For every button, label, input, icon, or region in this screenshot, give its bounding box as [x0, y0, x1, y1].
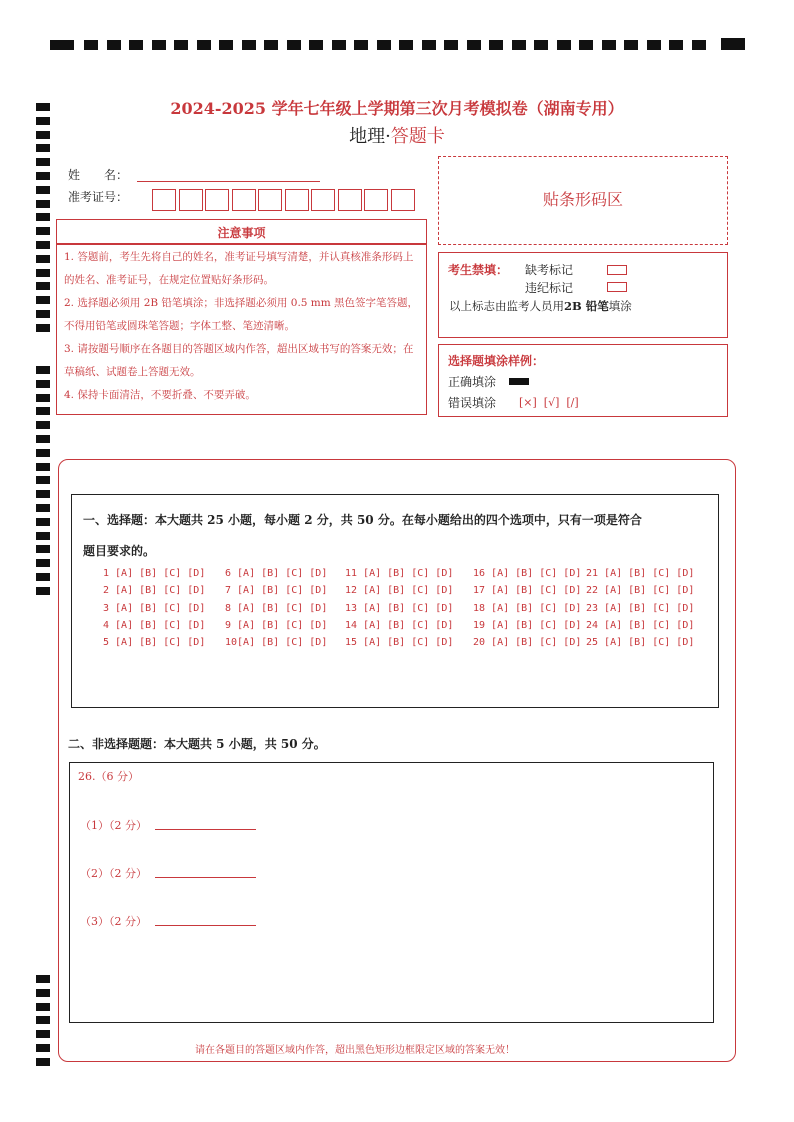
q26-label: 26.（6 分） — [78, 770, 139, 783]
forbidden-note — [449, 298, 632, 314]
q26-answer-line-3[interactable] — [155, 925, 256, 926]
timing-mark — [444, 40, 458, 50]
mcq-question-row[interactable]: 19 [A] [B] [C] [D] — [473, 619, 582, 631]
mcq-question-row[interactable]: 20 [A] [B] [C] [D] — [473, 637, 582, 649]
forbidden-title: 考生禁填： — [448, 263, 509, 277]
timing-mark — [354, 40, 368, 50]
notice-item: 2. 选择题必须用 2B 铅笔填涂；非选择题必须用 0.5 mm 黑色签字笔答题，不得用铅笔或圆珠笔答题；字体工整、笔迹清晰。 — [64, 297, 419, 332]
wrong-marks: [×] [√] [/] — [519, 396, 579, 409]
exam-id-digit-box[interactable] — [338, 189, 362, 211]
exam-id-digit-box[interactable] — [364, 189, 388, 211]
exam-id-digit-box[interactable] — [258, 189, 282, 211]
timing-mark — [36, 989, 50, 997]
q26-box — [69, 762, 714, 1023]
timing-mark — [36, 1003, 50, 1011]
timing-mark — [36, 463, 50, 471]
forbidden-note-pencil: 2B 铅笔 — [564, 299, 609, 313]
timing-mark — [36, 975, 50, 983]
timing-mark — [36, 255, 50, 263]
mcq-question-row[interactable]: 17 [A] [B] [C] [D] — [473, 585, 582, 597]
exam-subtitle — [0, 122, 794, 148]
notice-item: 4. 保持卡面清洁，不要折叠、不要弄破。 — [64, 389, 256, 401]
mcq-question-row[interactable]: 15 [A] [B] [C] [D] — [345, 637, 454, 649]
timing-mark — [36, 587, 50, 595]
mcq-question-row[interactable]: 1 [A] [B] [C] [D] — [103, 568, 206, 579]
timing-mark — [36, 573, 50, 581]
timing-mark — [197, 40, 211, 50]
notice-item: 3. 请按题号顺序在各题目的答题区域内作答，超出区域书写的答案无效；在草稿纸、试题卷上答题无效。 — [64, 343, 414, 378]
exam-id-digit-box[interactable] — [152, 189, 176, 211]
timing-mark — [36, 1044, 50, 1052]
timing-mark — [36, 366, 50, 374]
mcq-question-row[interactable]: 14 [A] [B] [C] [D] — [345, 619, 454, 631]
exam-id-digit-box[interactable] — [205, 189, 229, 211]
timing-mark — [36, 158, 50, 166]
q26-part-label: （2）（2 分） — [80, 867, 147, 880]
timing-mark — [377, 40, 391, 50]
timing-mark — [129, 40, 143, 50]
mcq-question-row[interactable]: 6 [A] [B] [C] [D] — [225, 568, 328, 579]
timing-mark — [36, 103, 50, 111]
notice-item: 1. 答题前，考生先将自己的姓名，准考证号填写清楚，并认真核准条形码上的姓名、准考证号，在规定位置贴好条形码。 — [64, 251, 414, 286]
timing-mark — [36, 144, 50, 152]
timing-mark — [36, 227, 50, 235]
timing-mark — [534, 40, 548, 50]
violation-mark[interactable] — [607, 282, 627, 292]
timing-mark — [36, 532, 50, 540]
timing-mark — [36, 1016, 50, 1024]
timing-mark — [36, 518, 50, 526]
mcq-question-row[interactable]: 18 [A] [B] [C] [D] — [473, 602, 582, 614]
forbidden-box — [438, 252, 728, 338]
timing-mark — [309, 40, 323, 50]
timing-mark — [36, 407, 50, 415]
q26-answer-line-2[interactable] — [155, 877, 256, 878]
timing-mark — [579, 40, 593, 50]
q26-answer-line-1[interactable] — [155, 829, 256, 830]
absent-mark[interactable] — [607, 265, 627, 275]
timing-mark — [36, 449, 50, 457]
timing-mark — [36, 117, 50, 125]
footer-warning: 请在各题目的答题区域内作答，超出黑色矩形边框限定区域的答案无效！ — [195, 1045, 515, 1056]
mcq-question-row[interactable]: 22 [A] [B] [C] [D] — [586, 585, 695, 597]
mcq-question-row[interactable]: 21 [A] [B] [C] [D] — [586, 568, 695, 579]
timing-mark — [264, 40, 278, 50]
timing-mark — [399, 40, 413, 50]
forbidden-note-pre: 以上标志由监考人员用 — [449, 299, 564, 313]
section1-title-cont: 题目要求的。 — [83, 544, 156, 558]
exam-id-digit-box[interactable] — [311, 189, 335, 211]
timing-mark — [489, 40, 503, 50]
timing-mark — [36, 559, 50, 567]
timing-mark — [84, 40, 98, 50]
name-label: 姓 名： — [68, 168, 129, 182]
timing-mark — [152, 40, 166, 50]
timing-mark — [36, 1058, 50, 1066]
mcq-question-row[interactable]: 24 [A] [B] [C] [D] — [586, 619, 695, 631]
barcode-area — [438, 156, 728, 245]
timing-mark — [647, 40, 661, 50]
exam-id-digit-box[interactable] — [391, 189, 415, 211]
violation-label: 违纪标记 — [525, 281, 574, 295]
q26-part-label: （1）（2 分） — [80, 819, 147, 832]
mcq-question-row[interactable]: 16 [A] [B] [C] [D] — [473, 568, 582, 579]
timing-mark — [36, 172, 50, 180]
timing-mark — [36, 186, 50, 194]
timing-mark — [287, 40, 301, 50]
timing-mark — [50, 40, 74, 50]
timing-mark — [624, 40, 638, 50]
timing-mark — [107, 40, 121, 50]
wrong-label: 错误填涂 — [448, 396, 497, 410]
name-line[interactable] — [137, 181, 320, 182]
mcq-question-row[interactable]: 8 [A] [B] [C] [D] — [225, 602, 328, 614]
subject-name: 地理· — [349, 126, 391, 147]
timing-mark — [512, 40, 526, 50]
card-type: 答题卡 — [390, 126, 445, 147]
timing-mark — [36, 269, 50, 277]
timing-mark — [36, 504, 50, 512]
exam-id-label: 准考证号： — [68, 190, 129, 204]
timing-mark — [557, 40, 571, 50]
exam-id-digit-box[interactable] — [179, 189, 203, 211]
timing-mark — [332, 40, 346, 50]
timing-mark — [36, 324, 50, 332]
mcq-question-row[interactable]: 4 [A] [B] [C] [D] — [103, 619, 206, 631]
timing-mark — [36, 421, 50, 429]
sample-box — [438, 344, 728, 417]
mcq-question-row[interactable]: 10[A] [B] [C] [D] — [225, 637, 328, 649]
timing-mark — [692, 40, 706, 50]
forbidden-note-post: 填涂 — [608, 299, 632, 313]
timing-mark — [36, 435, 50, 443]
timing-mark — [36, 200, 50, 208]
exam-title: 2024-2025 学年七年级上学期第三次月考模拟卷（湖南专用） — [170, 99, 624, 118]
timing-mark — [36, 1030, 50, 1038]
timing-mark — [242, 40, 256, 50]
timing-mark — [36, 296, 50, 304]
timing-mark — [36, 476, 50, 484]
mcq-question-row[interactable]: 11 [A] [B] [C] [D] — [345, 568, 454, 579]
mcq-question-row[interactable]: 25 [A] [B] [C] [D] — [586, 637, 695, 649]
mcq-question-row[interactable]: 23 [A] [B] [C] [D] — [586, 602, 695, 614]
mcq-question-row[interactable]: 9 [A] [B] [C] [D] — [225, 619, 328, 631]
mcq-question-row[interactable]: 12 [A] [B] [C] [D] — [345, 585, 454, 597]
timing-mark — [721, 38, 745, 50]
mcq-question-row[interactable]: 13 [A] [B] [C] [D] — [345, 602, 454, 614]
timing-mark — [219, 40, 233, 50]
timing-mark — [422, 40, 436, 50]
mcq-question-row[interactable]: 7 [A] [B] [C] [D] — [225, 585, 328, 597]
timing-mark — [36, 545, 50, 553]
timing-mark — [36, 310, 50, 318]
timing-mark — [602, 40, 616, 50]
exam-id-digit-box[interactable] — [285, 189, 309, 211]
timing-mark — [36, 282, 50, 290]
mcq-question-row[interactable]: 3 [A] [B] [C] [D] — [103, 602, 206, 614]
sample-title: 选择题填涂样例： — [448, 354, 545, 368]
section2-title: 二、非选择题题：本大题共 5 小题，共 50 分。 — [68, 737, 326, 751]
notice-title: 注意事项 — [217, 226, 266, 240]
correct-fill-sample — [509, 378, 529, 385]
timing-mark — [669, 40, 683, 50]
section1-title: 一、选择题：本大题共 25 小题，每小题 2 分，共 50 分。在每小题给出的四个选项中，只有一项是符合 — [83, 513, 642, 527]
absent-label: 缺考标记 — [525, 263, 574, 277]
timing-mark — [36, 394, 50, 402]
timing-mark — [467, 40, 481, 50]
timing-mark — [36, 131, 50, 139]
correct-label: 正确填涂 — [448, 375, 497, 389]
timing-mark — [36, 213, 50, 221]
timing-mark — [36, 380, 50, 388]
mcq-question-row[interactable]: 2 [A] [B] [C] [D] — [103, 585, 206, 597]
timing-mark — [36, 241, 50, 249]
timing-mark — [36, 490, 50, 498]
barcode-label: 贴条形码区 — [542, 190, 623, 209]
timing-mark — [174, 40, 188, 50]
q26-part-label: （3）（2 分） — [80, 915, 147, 928]
mcq-question-row[interactable]: 5 [A] [B] [C] [D] — [103, 637, 206, 649]
notice-header — [56, 219, 427, 244]
exam-id-digit-box[interactable] — [232, 189, 256, 211]
